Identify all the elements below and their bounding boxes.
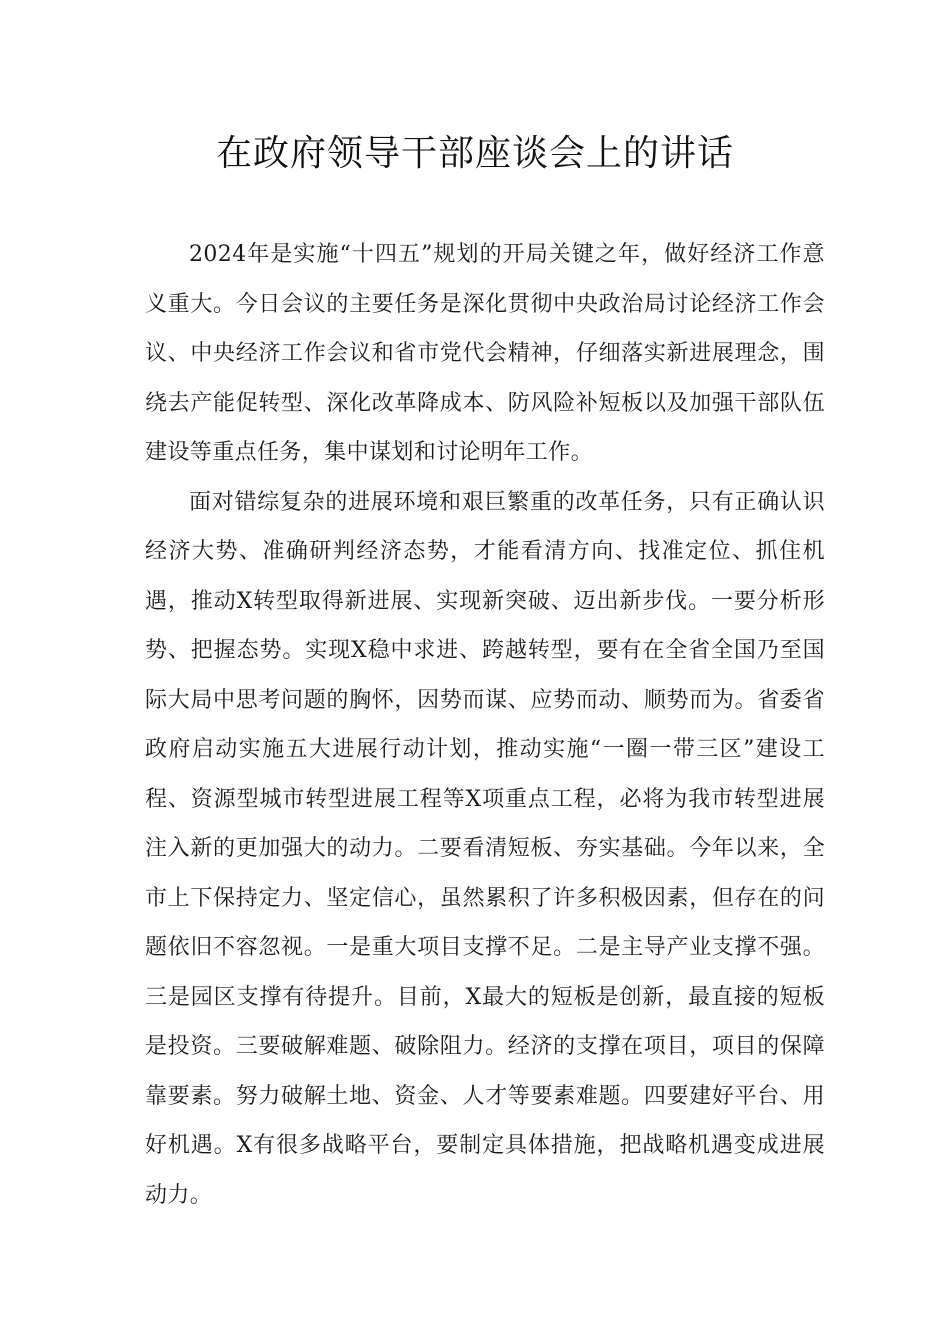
document-title: 在政府领导干部座谈会上的讲话 — [215, 133, 734, 174]
body-paragraph-2: 面对错综复杂的进展环境和艰巨繁重的改革任务，只有正确认识经济大势、准确研判经济态势，才能看清方向、找准定位、抓住机遇，推动X转型取得新进展、实现新突破、迈出新步伐。一要分析形势、把握态势。实现X稳中求进、跨越转型，要有在全省全国乃至国际大局中思考问题的胸怀，因势而谋、应势而动、顺势而为。省委省政府启动实施五大进展行动计划，推动实施“一圈一带三区”建设工程、资源型城市转型进展工程等X项重点工程，必将为我市转型进展注入新的更加强大的动力。二要看清短板、夯实基础。今年以来，全市上下保持定力、坚定信心，虽然累积了许多积极因素，但存在的问题依旧不容忽视。一是重大项目支撑不足。二是主导产业支撑不强。三是园区支撑有待提升。目前，X最大的短板是创新，最直接的短板是投资。三要破解难题、破除阻力。经济的支撑在项目，项目的保障靠要素。努力破解土地、资金、人才等要素难题。四要建好平台、用好机遇。X有很多战略平台，要制定具体措施，把战略机遇变成进展动力。 — [145, 489, 825, 1208]
body-paragraph-1: 2024年是实施“十四五”规划的开局关键之年，做好经济工作意义重大。今日会议的主要任务是深化贯彻中央政治局讨论经济工作会议、中央经济工作会议和省市党代会精神，仔细落实新进展理念，围绕去产能促转型、深化改革降成本、防风险补短板以及加强干部队伍建设等重点任务，集中谋划和讨论明年工作。 — [145, 242, 825, 465]
document-body — [145, 230, 825, 1220]
